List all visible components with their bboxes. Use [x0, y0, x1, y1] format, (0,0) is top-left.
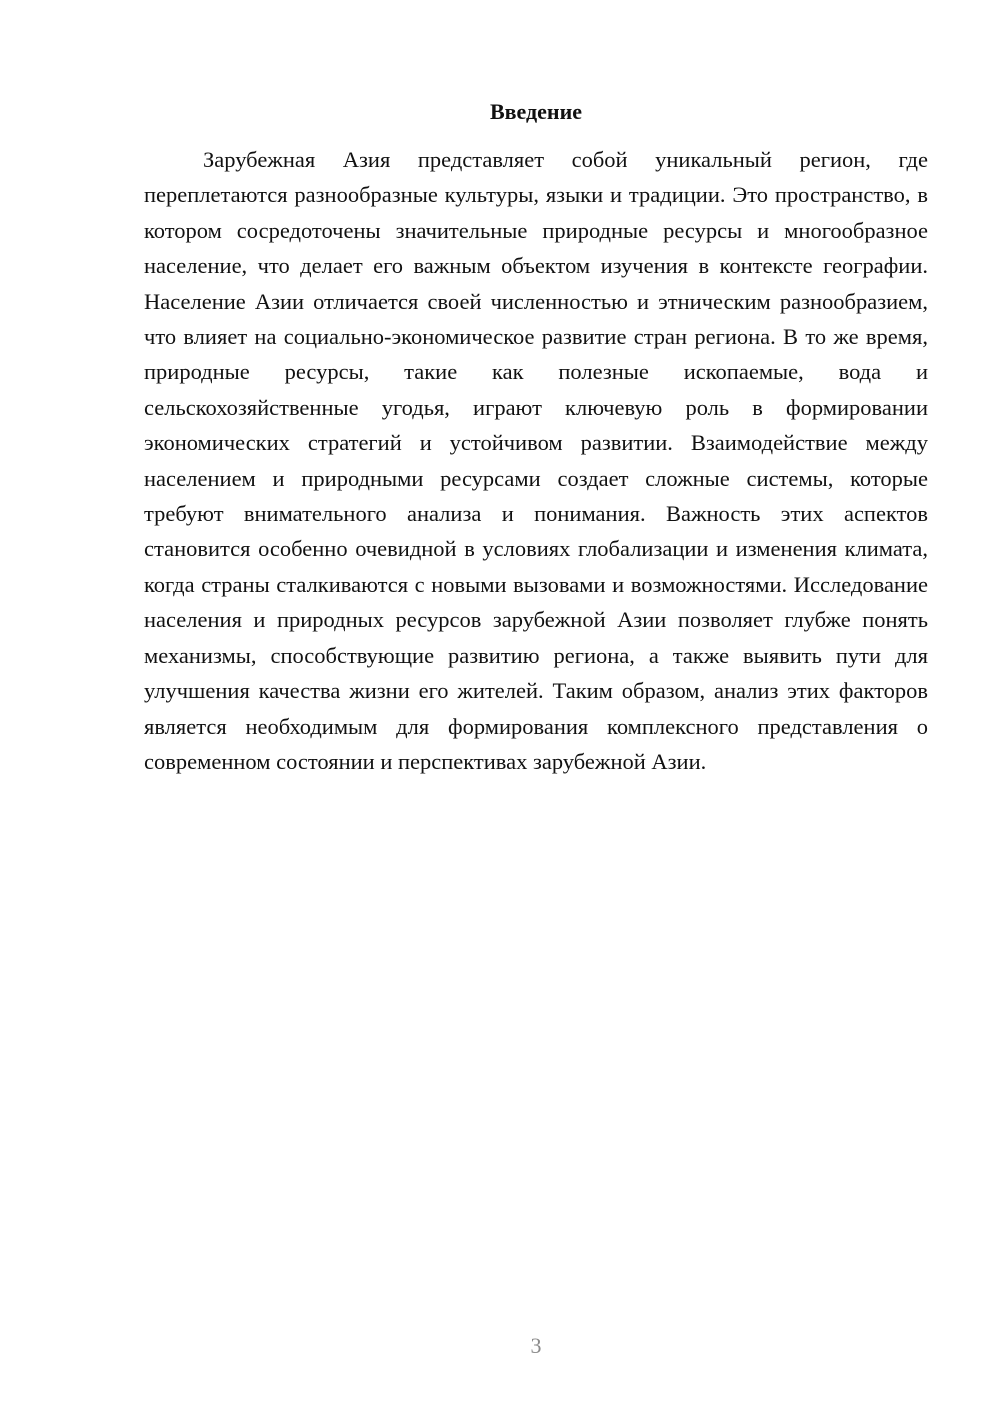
- body-paragraph: Зарубежная Азия представляет собой уникальный регион, где переплетаются разнообразные культуры, языки и традиции. Это пространство, в котором сосредоточены значительные природные ресурсы и многообразное население, что делает его важным объектом изучения в контексте географии. Население Азии отличается своей численностью и этническим разнообразием, что влияет на социально-экономическое развитие стран региона. В то же время, природные ресурсы, такие как полезные ископаемые, вода и сельскохозяйственные угодья, играют ключевую роль в формировании экономических стратегий и устойчивом развитии. Взаимодействие между населением и природными ресурсами создает сложные системы, которые требуют внимательного анализа и понимания. Важность этих аспектов становится особенно очевидной в условиях глобализации и изменения климата, когда страны сталкиваются с новыми вызовами и возможностями. Исследование населения и природных ресурсов зарубежной Азии позволяет глубже понять механизмы, способствующие развитию региона, а также выявить пути для улучшения качества жизни его жителей. Таким образом, анализ этих факторов является необходимым для формирования комплексного представления о современном состоянии и перспективах зарубежной Азии.: [144, 147, 928, 774]
- page-number: 3: [530, 1333, 542, 1358]
- section-title: Введение: [489, 99, 583, 124]
